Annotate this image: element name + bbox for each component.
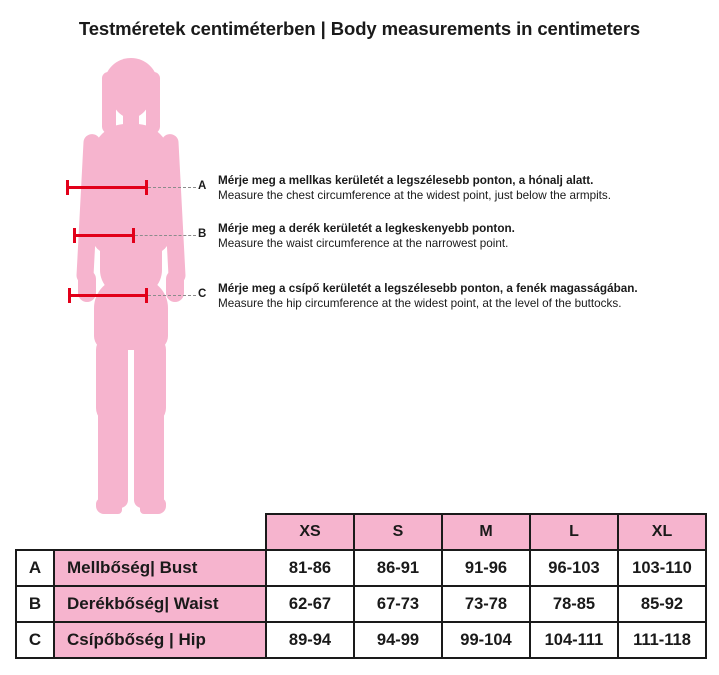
waist-leader-line xyxy=(135,235,196,236)
note-hip xyxy=(218,281,638,311)
note-waist xyxy=(218,221,515,251)
bust-m: 91-96 xyxy=(442,550,530,586)
header-blank-name xyxy=(54,514,266,550)
hip-leader-line xyxy=(148,295,196,296)
header-size-xs: XS xyxy=(266,514,354,550)
bust-measure-line xyxy=(66,186,148,189)
note-bust xyxy=(218,173,611,203)
size-table xyxy=(15,513,707,659)
header-size-s: S xyxy=(354,514,442,550)
marker-label-c: C xyxy=(198,288,207,300)
figure-foot-left xyxy=(96,498,122,514)
figure-head xyxy=(110,62,152,118)
waist-m: 73-78 xyxy=(442,586,530,622)
figure-foot-right xyxy=(140,498,166,514)
note-waist-hu: Mérje meg a derék kerületét a legkeskenyebb ponton. xyxy=(218,222,515,235)
waist-s: 67-73 xyxy=(354,586,442,622)
hip-s: 94-99 xyxy=(354,622,442,658)
table-row xyxy=(16,586,706,622)
waist-l: 78-85 xyxy=(530,586,618,622)
header-size-l: L xyxy=(530,514,618,550)
row-letter-b: B xyxy=(16,586,54,622)
body-silhouette-figure xyxy=(40,58,220,528)
note-waist-en: Measure the waist circumference at the narrowest point. xyxy=(218,237,509,250)
note-hip-en: Measure the hip circumference at the widest point, at the level of the buttocks. xyxy=(218,297,622,310)
hip-m: 99-104 xyxy=(442,622,530,658)
row-name-waist: Derékbőség| Waist xyxy=(54,586,266,622)
waist-xs: 62-67 xyxy=(266,586,354,622)
header-size-xl: XL xyxy=(618,514,706,550)
row-name-bust: Mellbőség| Bust xyxy=(54,550,266,586)
waist-measure-line xyxy=(73,234,135,237)
note-hip-hu: Mérje meg a csípő kerületét a legszélesebb ponton, a fenék magasságában. xyxy=(218,282,638,295)
waist-measure-cap-left xyxy=(73,228,76,243)
figure-hand-right xyxy=(166,270,184,302)
bust-s: 86-91 xyxy=(354,550,442,586)
header-size-m: M xyxy=(442,514,530,550)
marker-label-b: B xyxy=(198,228,207,240)
row-name-hip: Csípőbőség | Hip xyxy=(54,622,266,658)
bust-measure-cap-left xyxy=(66,180,69,195)
page-title: Testméretek centiméterben | Body measurements in centimeters xyxy=(78,18,641,39)
table-row xyxy=(16,550,706,586)
bust-leader-line xyxy=(148,187,196,188)
bust-xl: 103-110 xyxy=(618,550,706,586)
bust-l: 96-103 xyxy=(530,550,618,586)
hip-measure-cap-left xyxy=(68,288,71,303)
hip-measure-line xyxy=(68,294,148,297)
table-row xyxy=(16,622,706,658)
figure-hand-left xyxy=(78,270,96,302)
figure-leg-gap xyxy=(128,350,134,510)
bust-xs: 81-86 xyxy=(266,550,354,586)
hip-xs: 89-94 xyxy=(266,622,354,658)
hip-l: 104-111 xyxy=(530,622,618,658)
header-blank-letter xyxy=(16,514,54,550)
note-bust-en: Measure the chest circumference at the widest point, just below the armpits. xyxy=(218,189,612,202)
figure-leg-left xyxy=(98,338,128,508)
hip-xl: 111-118 xyxy=(618,622,706,658)
row-letter-c: C xyxy=(16,622,54,658)
figure-leg-right xyxy=(134,338,164,508)
marker-label-a: A xyxy=(198,180,207,192)
waist-xl: 85-92 xyxy=(618,586,706,622)
note-bust-hu: Mérje meg a mellkas kerületét a legszélesebb ponton, a hónalj alatt. xyxy=(218,174,594,187)
table-header-row xyxy=(16,514,706,550)
row-letter-a: A xyxy=(16,550,54,586)
